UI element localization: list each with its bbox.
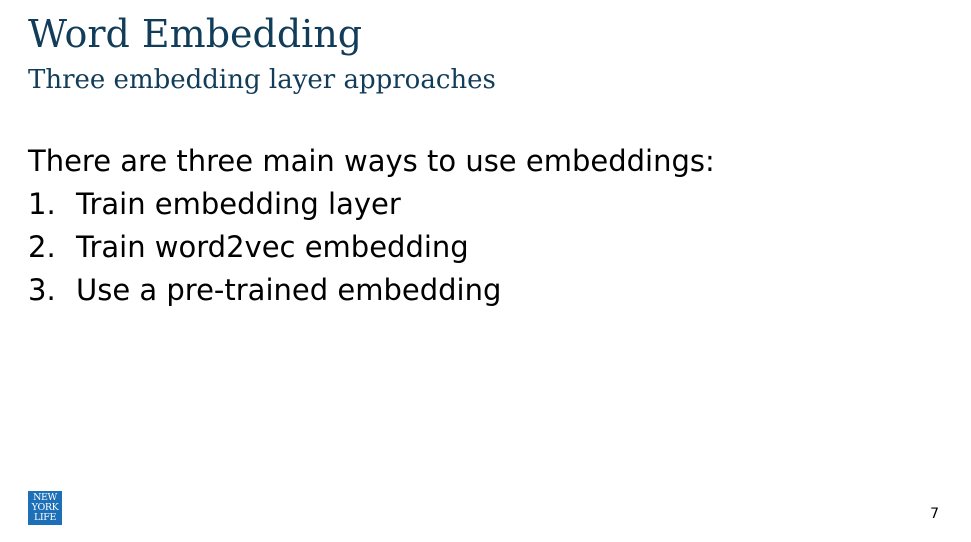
logo-line: LIFE xyxy=(34,512,56,523)
list-item-text: Train word2vec embedding xyxy=(76,230,469,264)
new-york-life-logo xyxy=(28,491,62,525)
list-item xyxy=(28,269,928,312)
steps-list xyxy=(28,183,928,312)
logo-line: NEW xyxy=(33,492,57,503)
logo-line: YORK xyxy=(31,502,59,513)
intro-text: There are three main ways to use embeddings: xyxy=(28,144,715,178)
list-item xyxy=(28,183,928,226)
slide-title: Word Embedding xyxy=(28,12,363,56)
list-item xyxy=(28,226,928,269)
list-item-number: 2. xyxy=(28,230,56,264)
list-item-number: 1. xyxy=(28,187,56,221)
list-item-number: 3. xyxy=(28,273,56,307)
slide-body xyxy=(28,140,928,312)
slide-subtitle: Three embedding layer approaches xyxy=(28,65,496,95)
list-item-text: Use a pre-trained embedding xyxy=(76,273,502,307)
list-item-text: Train embedding layer xyxy=(76,187,401,221)
page-number: 7 xyxy=(930,506,939,522)
